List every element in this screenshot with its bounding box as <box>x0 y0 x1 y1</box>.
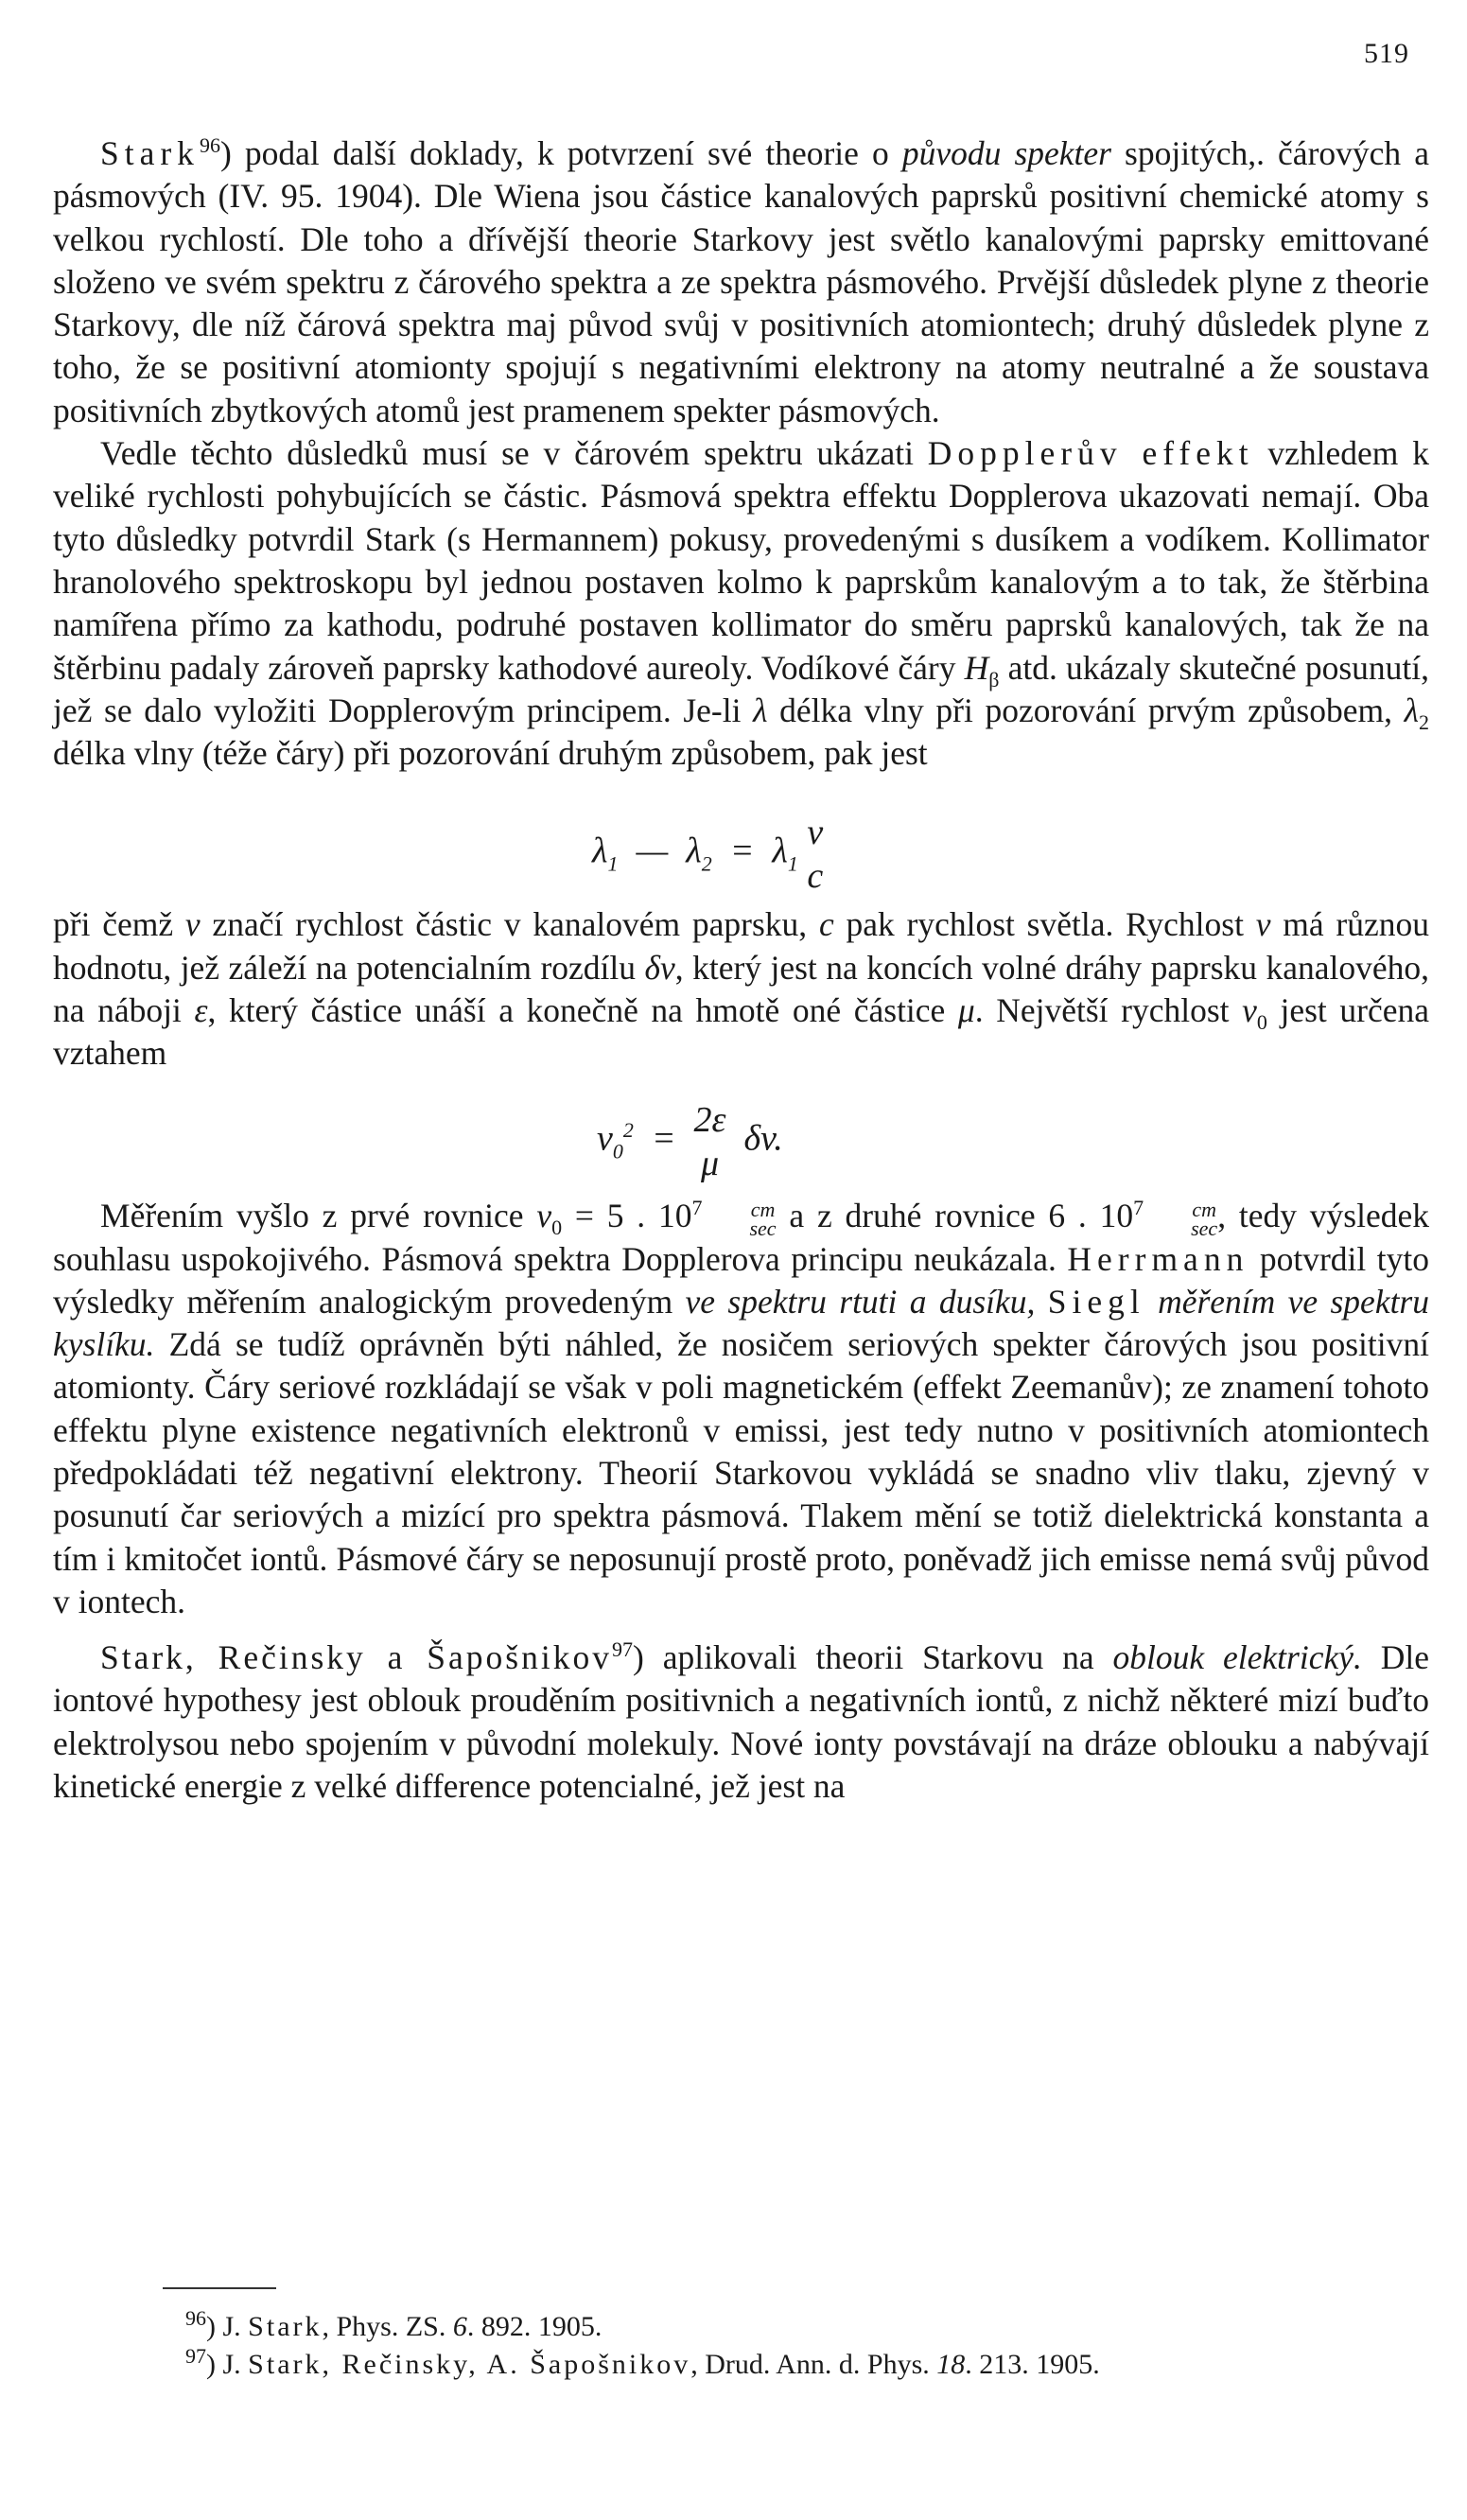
italic-text: původu spekter <box>901 134 1111 172</box>
unit-fraction <box>1144 1197 1218 1240</box>
text-run: Měřením vyšlo z prvé rovnice <box>100 1196 537 1234</box>
footnote-author: Stark, Rečinsky, A. Šapošnikov <box>248 2349 691 2380</box>
italic-text: v <box>536 1196 552 1234</box>
footnote-source: , Drud. Ann. d. Phys. <box>690 2349 937 2380</box>
spaced-name: Dopplerův effekt <box>927 434 1254 473</box>
paragraph-2 <box>53 432 1429 775</box>
text-run: , který částice unáší a konečně na hmotě oné částice <box>207 991 958 1030</box>
italic-text: ve spektru rtuti a dusíku, <box>685 1282 1036 1321</box>
formula-doppler <box>53 782 1429 896</box>
unit-numerator: cm <box>1192 1197 1216 1221</box>
paragraph-4 <box>53 1195 1429 1624</box>
superscript: 96 <box>199 133 220 157</box>
italic-text: H <box>964 648 989 687</box>
formula2-v: v <box>597 1118 613 1159</box>
text-run: a z druhé rovnice 6 . 10 <box>776 1196 1134 1234</box>
unit-numerator: cm <box>750 1197 776 1221</box>
formula-sub-2: 2 <box>701 851 712 876</box>
footnote-mark: 96 <box>185 2306 206 2330</box>
text-run: délka vlny při pozorování prvým způsobem, <box>767 691 1405 729</box>
unit-denominator: sec <box>749 1216 777 1240</box>
footnote-96 <box>53 2308 1429 2346</box>
text-run: Zdá se tudíž oprávněn býti náhled, že nosičem seriových spekter čárových jsou positivní atomionty. Čáry seriové rozkládají se však v poli magnetickém (effekt Zeemanův); ze znamení tohoto effektu plyne existence negativních elektronů v emissi, jest tedy nutno v positivních atomiontech předpokládati též negativní elektrony. Theorií Starkovou vykládá se snadno vliv tlaku, zjevný v posunutí čar seriových a mizící pro spektra pásmová. Tlakem mění se totiž dielektrická konstanta a tím i kmitočet iontů. Pásmové čáry se neposunují prostě proto, poněvadž jich emisse nemá svůj původ v iontech. <box>53 1325 1429 1620</box>
italic-text: c <box>818 905 834 944</box>
italic-text: δv <box>644 948 675 987</box>
superscript: 7 <box>691 1195 703 1219</box>
text-run: spojitých,. čárových a pásmových (IV. 95. 1904). Dle Wiena jsou částice kanalových paprsků positivní chemické atomy s velkou rychlostí. Dle toho a dřívější theorie Starkovy jest světlo kanalovými paprsky emittované složeno ve svém spektru z čárového spektra a ze spektra pásmového. Prvější důsledek plyne z theorie Starkovy, dle níž čárová spektra maj původ svůj v positivních atomiontech; druhý důsledek plyne z toho, že se positivní atomionty spojují s negativními elektrony na atomy neutralné a že soustava positivních zbytkových atomů jest pramenem spekter pásmových. <box>53 134 1429 429</box>
italic-text: v <box>1242 991 1257 1030</box>
footnote-volume: 6 <box>452 2311 467 2342</box>
superscript: 7 <box>1133 1195 1144 1219</box>
formula2-equals: = <box>651 1118 676 1159</box>
subscript: 0 <box>1256 1010 1267 1035</box>
italic-text: λ <box>1404 691 1420 729</box>
footnote-pages: . 892. 1905. <box>466 2311 603 2342</box>
main-text <box>53 132 1429 1808</box>
italic-text: ε <box>194 991 208 1030</box>
subscript: 2 <box>1419 709 1430 734</box>
superscript: 97 <box>612 1637 633 1662</box>
formula-sub-rhs: 1 <box>787 851 798 876</box>
italic-text: μ <box>957 991 975 1030</box>
formula-minus: — <box>636 831 669 872</box>
spaced-name: Herrmann <box>1067 1239 1249 1278</box>
text-run <box>1035 1283 1047 1321</box>
spaced-name: Stark <box>100 134 200 172</box>
text-run: má různou hodnotu, jež záleží na potencialním rozdílu <box>53 905 1430 987</box>
formula-velocity <box>53 1081 1429 1185</box>
page-number: 519 <box>1364 38 1409 69</box>
footnotes <box>53 2308 1429 2384</box>
footnote-97 <box>53 2346 1429 2384</box>
formula2-sub: 0 <box>612 1138 623 1163</box>
text-run: atd. ukázaly skutečné posunutí, jež se dalo vyložiti Dopplerovým principem. Je-li <box>53 648 1429 729</box>
formula2-fraction <box>694 1098 726 1185</box>
formula2-denominator: μ <box>700 1143 720 1183</box>
italic-text: λ <box>753 691 768 729</box>
text-run: . Největší rychlost <box>974 991 1243 1030</box>
text-run: jest určena vztahem <box>53 991 1429 1073</box>
text-run: při čemž <box>53 905 185 944</box>
footnote-rule <box>163 2287 276 2289</box>
formula-fraction <box>807 811 823 898</box>
text-run: ) podal další doklady, k potvrzení své theorie o <box>219 134 902 172</box>
italic-text: měřením ve spektru kyslíku. <box>53 1282 1429 1364</box>
spaced-name: Siegl <box>1047 1282 1145 1321</box>
text-run: značí rychlost částic v kanalovém paprsku, <box>200 905 819 944</box>
paragraph-3 <box>53 903 1429 1075</box>
unit-fraction <box>702 1197 777 1240</box>
text-run: , tedy výsledek souhlasu uspokojivého. Pásmová spektra Dopplerova principu neukázala. <box>53 1196 1429 1278</box>
italic-text: oblouk elektrický. <box>1112 1638 1362 1677</box>
footnote-mark: 97 <box>185 2344 206 2368</box>
text-run: délka vlny (téže čáry) při pozorování druhým způsobem, pak jest <box>53 734 928 773</box>
text-run: Dle iontové hypothesy jest oblouk prouděním positivnich a negativních iontů, z nichž některé mizí buďto elektrolysou nebo spojením v původní molekuly. Nové ionty povstávají na dráze oblouku a nabývají kinetické energie z velké difference potencialné, jež jest na <box>53 1638 1429 1806</box>
formula-lambda-rhs: λ <box>772 831 788 872</box>
footnote-text: ) J. <box>206 2349 249 2380</box>
text-run: = 5 . 10 <box>562 1196 692 1234</box>
text-run <box>1145 1283 1158 1321</box>
text-run: potvrdil tyto výsledky měřením analogickým provedeným <box>53 1239 1429 1321</box>
fraction-numerator: v <box>807 813 824 853</box>
formula2-numerator: 2ε <box>693 1099 726 1140</box>
italic-text: v <box>1255 905 1271 944</box>
footnote-volume: 18 <box>936 2349 966 2380</box>
formula-sub-1: 1 <box>607 851 619 876</box>
unit-denominator: sec <box>1191 1216 1218 1240</box>
footnote-author: Stark <box>248 2311 323 2342</box>
paragraph-5 <box>53 1636 1429 1808</box>
text-run: pak rychlost světla. Rychlost <box>833 905 1256 944</box>
paragraph-1 <box>53 132 1429 432</box>
text-run: Vedle těchto důsledků musí se v čárovém spektru ukázati <box>100 434 928 473</box>
subscript: β <box>988 667 1000 691</box>
subscript: 0 <box>551 1215 563 1239</box>
formula2-sup: 2 <box>622 1117 634 1142</box>
footnote-pages: . 213. 1905. <box>965 2349 1100 2380</box>
italic-text: v <box>184 905 201 944</box>
formula-lambda-2: λ <box>686 831 702 872</box>
text-run: ) aplikovali theorii Starkovu na <box>633 1638 1113 1677</box>
formula2-tail: δv. <box>743 1118 783 1159</box>
spaced-name: Stark, Rečinsky a Šapošnikov <box>100 1638 612 1677</box>
formula-lambda-1: λ <box>592 831 608 872</box>
footnote-text: ) J. <box>206 2311 249 2342</box>
text-run: , který jest na koncích volné dráhy paprsku kanalového, na náboji <box>53 948 1429 1030</box>
footnote-source: , Phys. ZS. <box>322 2311 453 2342</box>
text-run: vzhledem k veliké rychlosti pohybujících se částic. Pásmová spektra effektu Dopplerova ukazovati nemají. Oba tyto důsledky potvrdil Stark (s Hermannem) pokusy, provedenými s dusíkem a vodíkem. Kollimator hranolového spektroskopu byl jednou postaven kolmo k paprskům kanalovým a to tak, že štěrbina namířena přímo za kathodu, podruhé postaven kollimator do směru paprsků kanalových, tak že na štěrbinu padaly zároveň paprsky kathodové aureoly. Vodíkové čáry <box>53 434 1429 687</box>
formula-equals: = <box>729 831 755 872</box>
fraction-denominator: c <box>807 856 824 897</box>
